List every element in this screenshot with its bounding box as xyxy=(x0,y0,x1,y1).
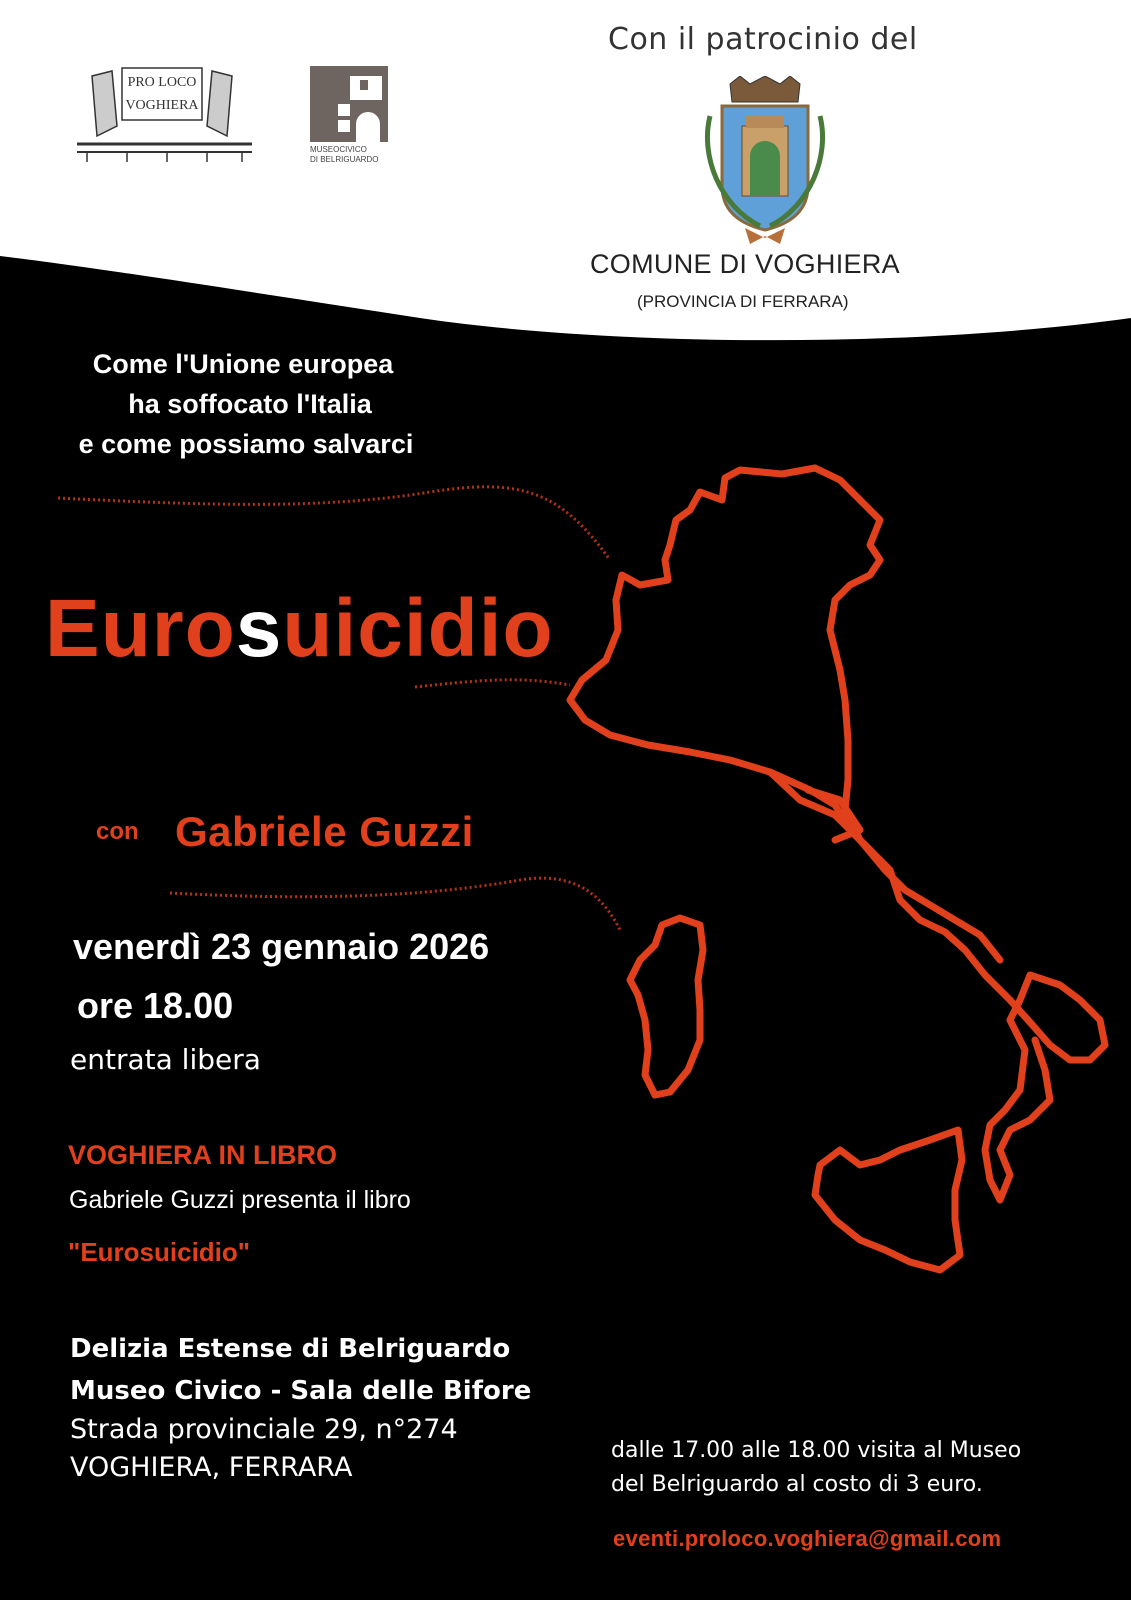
patronage-text: Con il patrocinio del xyxy=(608,22,918,57)
subtitle-line-2: ha soffocato l'Italia xyxy=(128,389,372,419)
book-title-part-3: uicidio xyxy=(282,583,554,674)
museum-visit-line-1: dalle 17.00 alle 18.00 visita al Museo xyxy=(611,1438,1022,1463)
event-time: ore 18.00 xyxy=(77,985,234,1026)
series-book-title: "Eurosuicidio" xyxy=(68,1237,251,1267)
venue-address: Strada provinciale 29, n°274 xyxy=(70,1414,458,1445)
subtitle-line-1: Come l'Unione europea xyxy=(92,349,394,379)
museo-logo-caption-line2: DI BELRIGUARDO xyxy=(310,155,379,164)
series-name: VOGHIERA IN LIBRO xyxy=(68,1140,338,1170)
event-date: venerdì 23 gennaio 2026 xyxy=(73,926,490,967)
header-background xyxy=(0,0,1131,350)
book-title-part-1: Euro xyxy=(45,583,236,674)
museum-visit-line-2: del Belriguardo al costo di 3 euro. xyxy=(611,1472,983,1497)
museo-logo-caption-line1: MUSEOCIVICO xyxy=(310,145,367,154)
contact-email[interactable]: eventi.proloco.voghiera@gmail.com xyxy=(613,1526,1002,1551)
book-title-part-2: s xyxy=(235,583,283,674)
venue-name: Delizia Estense di Belriguardo xyxy=(70,1334,511,1364)
pro-loco-logo-line1: PRO LOCO xyxy=(127,75,197,90)
coat-of-arms-emblem xyxy=(700,76,830,246)
author-name: Gabriele Guzzi xyxy=(175,808,474,855)
subtitle-line-3: e come possiamo salvarci xyxy=(78,429,414,459)
province-name: (PROVINCIA DI FERRARA) xyxy=(637,292,849,311)
venue-room: Museo Civico - Sala delle Bifore xyxy=(70,1376,532,1406)
event-entry: entrata libera xyxy=(70,1043,261,1076)
book-title xyxy=(45,582,554,676)
venue-city: VOGHIERA, FERRARA xyxy=(70,1452,353,1483)
pro-loco-logo-line2: VOGHIERA xyxy=(125,98,199,113)
series-presents: Gabriele Guzzi presenta il libro xyxy=(69,1186,411,1214)
municipality-name: COMUNE DI VOGHIERA xyxy=(590,249,900,279)
author-prefix: con xyxy=(96,818,139,845)
pro-loco-logo xyxy=(72,66,257,166)
